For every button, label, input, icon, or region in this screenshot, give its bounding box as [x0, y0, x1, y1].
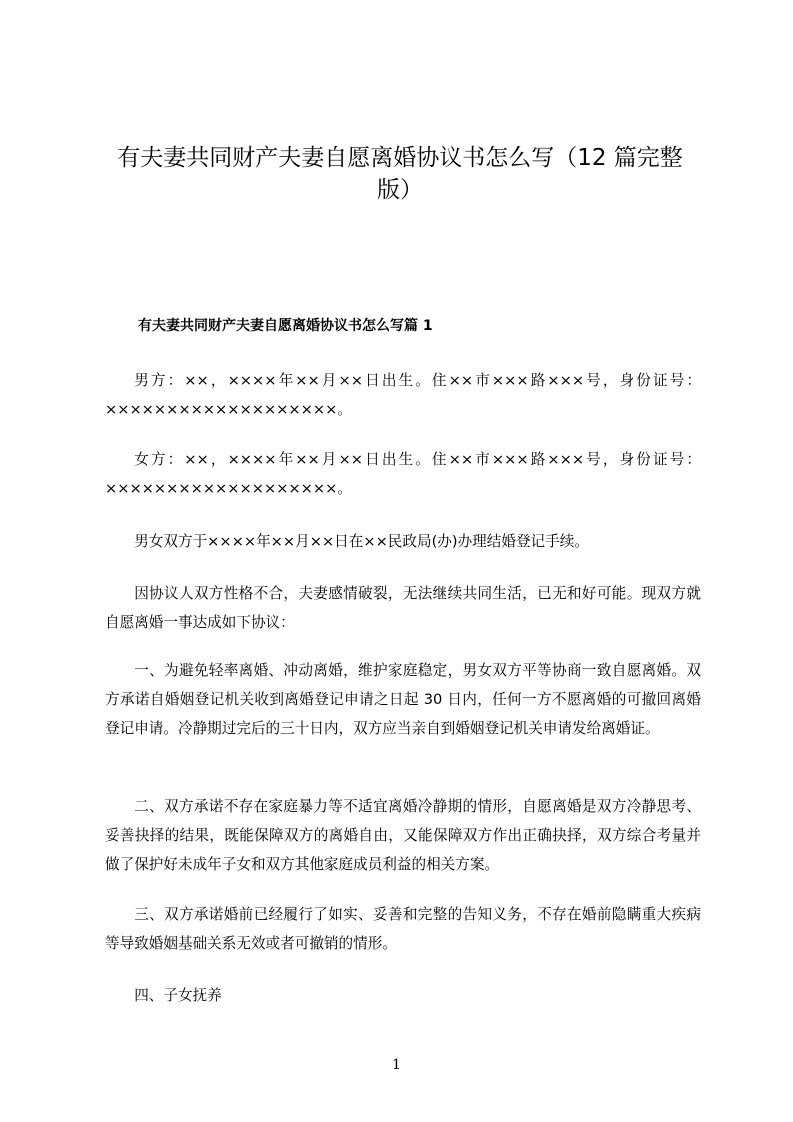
paragraph-male-party: 男方：××，××××年××月××日出生。住××市×××路×××号，身份证号：×××××××××××××××××××。 [105, 372, 701, 418]
paragraph-clause-4-heading: 四、子女抚养 [134, 987, 222, 1004]
paragraph-marriage-registration: 男女双方于××××年××月××日在××民政局(办)办理结婚登记手续。 [134, 533, 589, 550]
page-number: 1 [392, 1057, 401, 1073]
paragraph-female-party: 女方：××，××××年××月××日出生。住××市×××路×××号，身份证号：×××××××××××××××××××。 [105, 451, 701, 497]
paragraph-clause-1: 一、为避免轻率离婚、冲动离婚，维护家庭稳定，男女双方平等协商一致自愿离婚。双方承诺自婚姻登记机关收到离婚登记申请之日起 30 日内，任何一方不愿离婚的可撤回离婚登记申请。冷静期过完后的三十日内，双方应当亲自到婚姻登记机关申请发给离婚证。 [105, 662, 701, 737]
section-heading: 有夫妻共同财产夫妻自愿离婚协议书怎么写篇 1 [138, 318, 433, 334]
paragraph-agreement-intro: 因协议人双方性格不合，夫妻感情破裂，无法继续共同生活，已无和好可能。现双方就自愿离婚一事达成如下协议： [105, 585, 701, 631]
document-title: 有夫妻共同财产夫妻自愿离婚协议书怎么写（12 篇完整版） [117, 145, 683, 203]
paragraph-clause-3: 三、双方承诺婚前已经履行了如实、妥善和完整的告知义务，不存在婚前隐瞒重大疾病等导致婚姻基础关系无效或者可撤销的情形。 [105, 906, 701, 952]
paragraph-clause-2: 二、双方承诺不存在家庭暴力等不适宜离婚冷静期的情形，自愿离婚是双方冷静思考、妥善抉择的结果，既能保障双方的离婚自由，又能保障双方作出正确抉择，双方综合考量并做了保护好未成年子女和双方其他家庭成员利益的相关方案。 [105, 798, 701, 873]
